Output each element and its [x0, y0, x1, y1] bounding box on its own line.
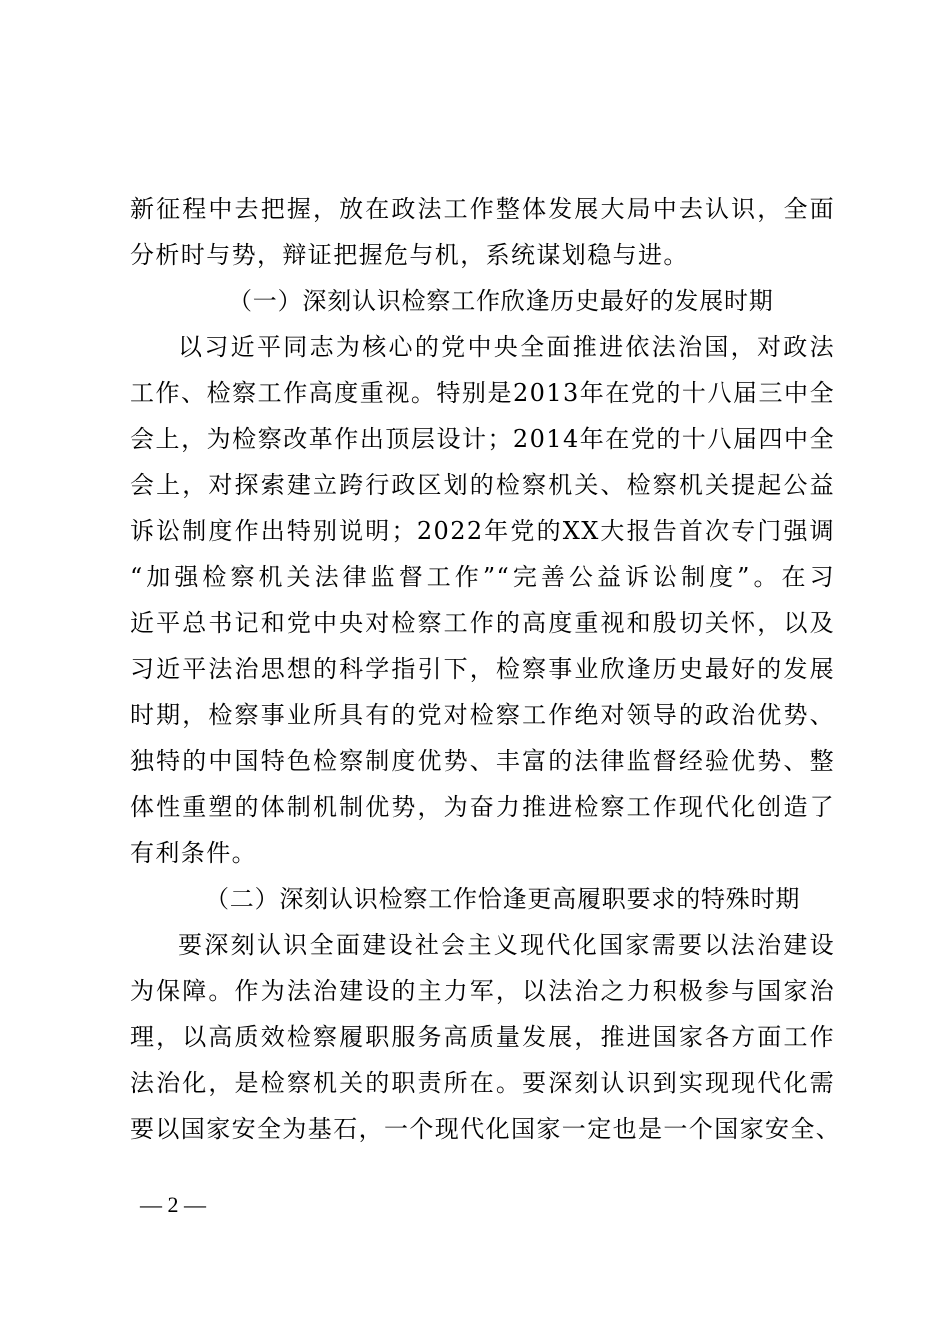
text-line: 分析时与势，辩证把握危与机，系统谋划稳与进。: [130, 241, 689, 269]
paragraph-1: [130, 324, 835, 876]
section-heading-1: （一）深刻认识检察工作欣逢历史最好的发展时期: [228, 287, 774, 315]
page-number: — 2 —: [140, 1192, 206, 1217]
text-line: 有利条件。: [130, 839, 257, 867]
text-line: 理，以高质效检察履职服务高质量发展，推进国家各方面工作: [130, 1023, 835, 1051]
text-line: 工作、检察工作高度重视。特别是2013年在党的十八届三中全: [130, 379, 835, 407]
text-line: 诉讼制度作出特别说明；2022年党的XX大报告首次专门强调: [130, 517, 835, 545]
text-line: 要以国家安全为基石，一个现代化国家一定也是一个国家安全、: [130, 1115, 842, 1143]
text-line: 时期，检察事业所具有的党对检察工作绝对领导的政治优势、: [130, 701, 835, 729]
paragraph-continuation: [130, 186, 835, 278]
text-line: 要深刻认识全面建设社会主义现代化国家需要以法治建设: [178, 931, 835, 959]
text-line: “加强检察机关法律监督工作”“完善公益诉讼制度”。在习: [130, 563, 835, 591]
text-line: 会上，为检察改革作出顶层设计；2014年在党的十八届四中全: [130, 425, 835, 453]
text-line: 新征程中去把握，放在政法工作整体发展大局中去认识，全面: [130, 195, 835, 223]
paragraph-2: [130, 922, 842, 1152]
section-heading-2: （二）深刻认识检察工作恰逢更高履职要求的特殊时期: [205, 885, 801, 913]
text-line: 近平总书记和党中央对检察工作的高度重视和殷切关怀，以及: [130, 609, 835, 637]
text-line: 习近平法治思想的科学指引下，检察事业欣逢历史最好的发展: [130, 655, 835, 683]
text-line: 法治化，是检察机关的职责所在。要深刻认识到实现现代化需: [130, 1069, 835, 1097]
text-line: 独特的中国特色检察制度优势、丰富的法律监督经验优势、整: [130, 747, 835, 775]
text-line: 以习近平同志为核心的党中央全面推进依法治国，对政法: [178, 333, 835, 361]
text-line: 体性重塑的体制机制优势，为奋力推进检察工作现代化创造了: [130, 793, 835, 821]
text-line: 为保障。作为法治建设的主力军，以法治之力积极参与国家治: [130, 977, 835, 1005]
text-line: 会上，对探索建立跨行政区划的检察机关、检察机关提起公益: [130, 471, 835, 499]
